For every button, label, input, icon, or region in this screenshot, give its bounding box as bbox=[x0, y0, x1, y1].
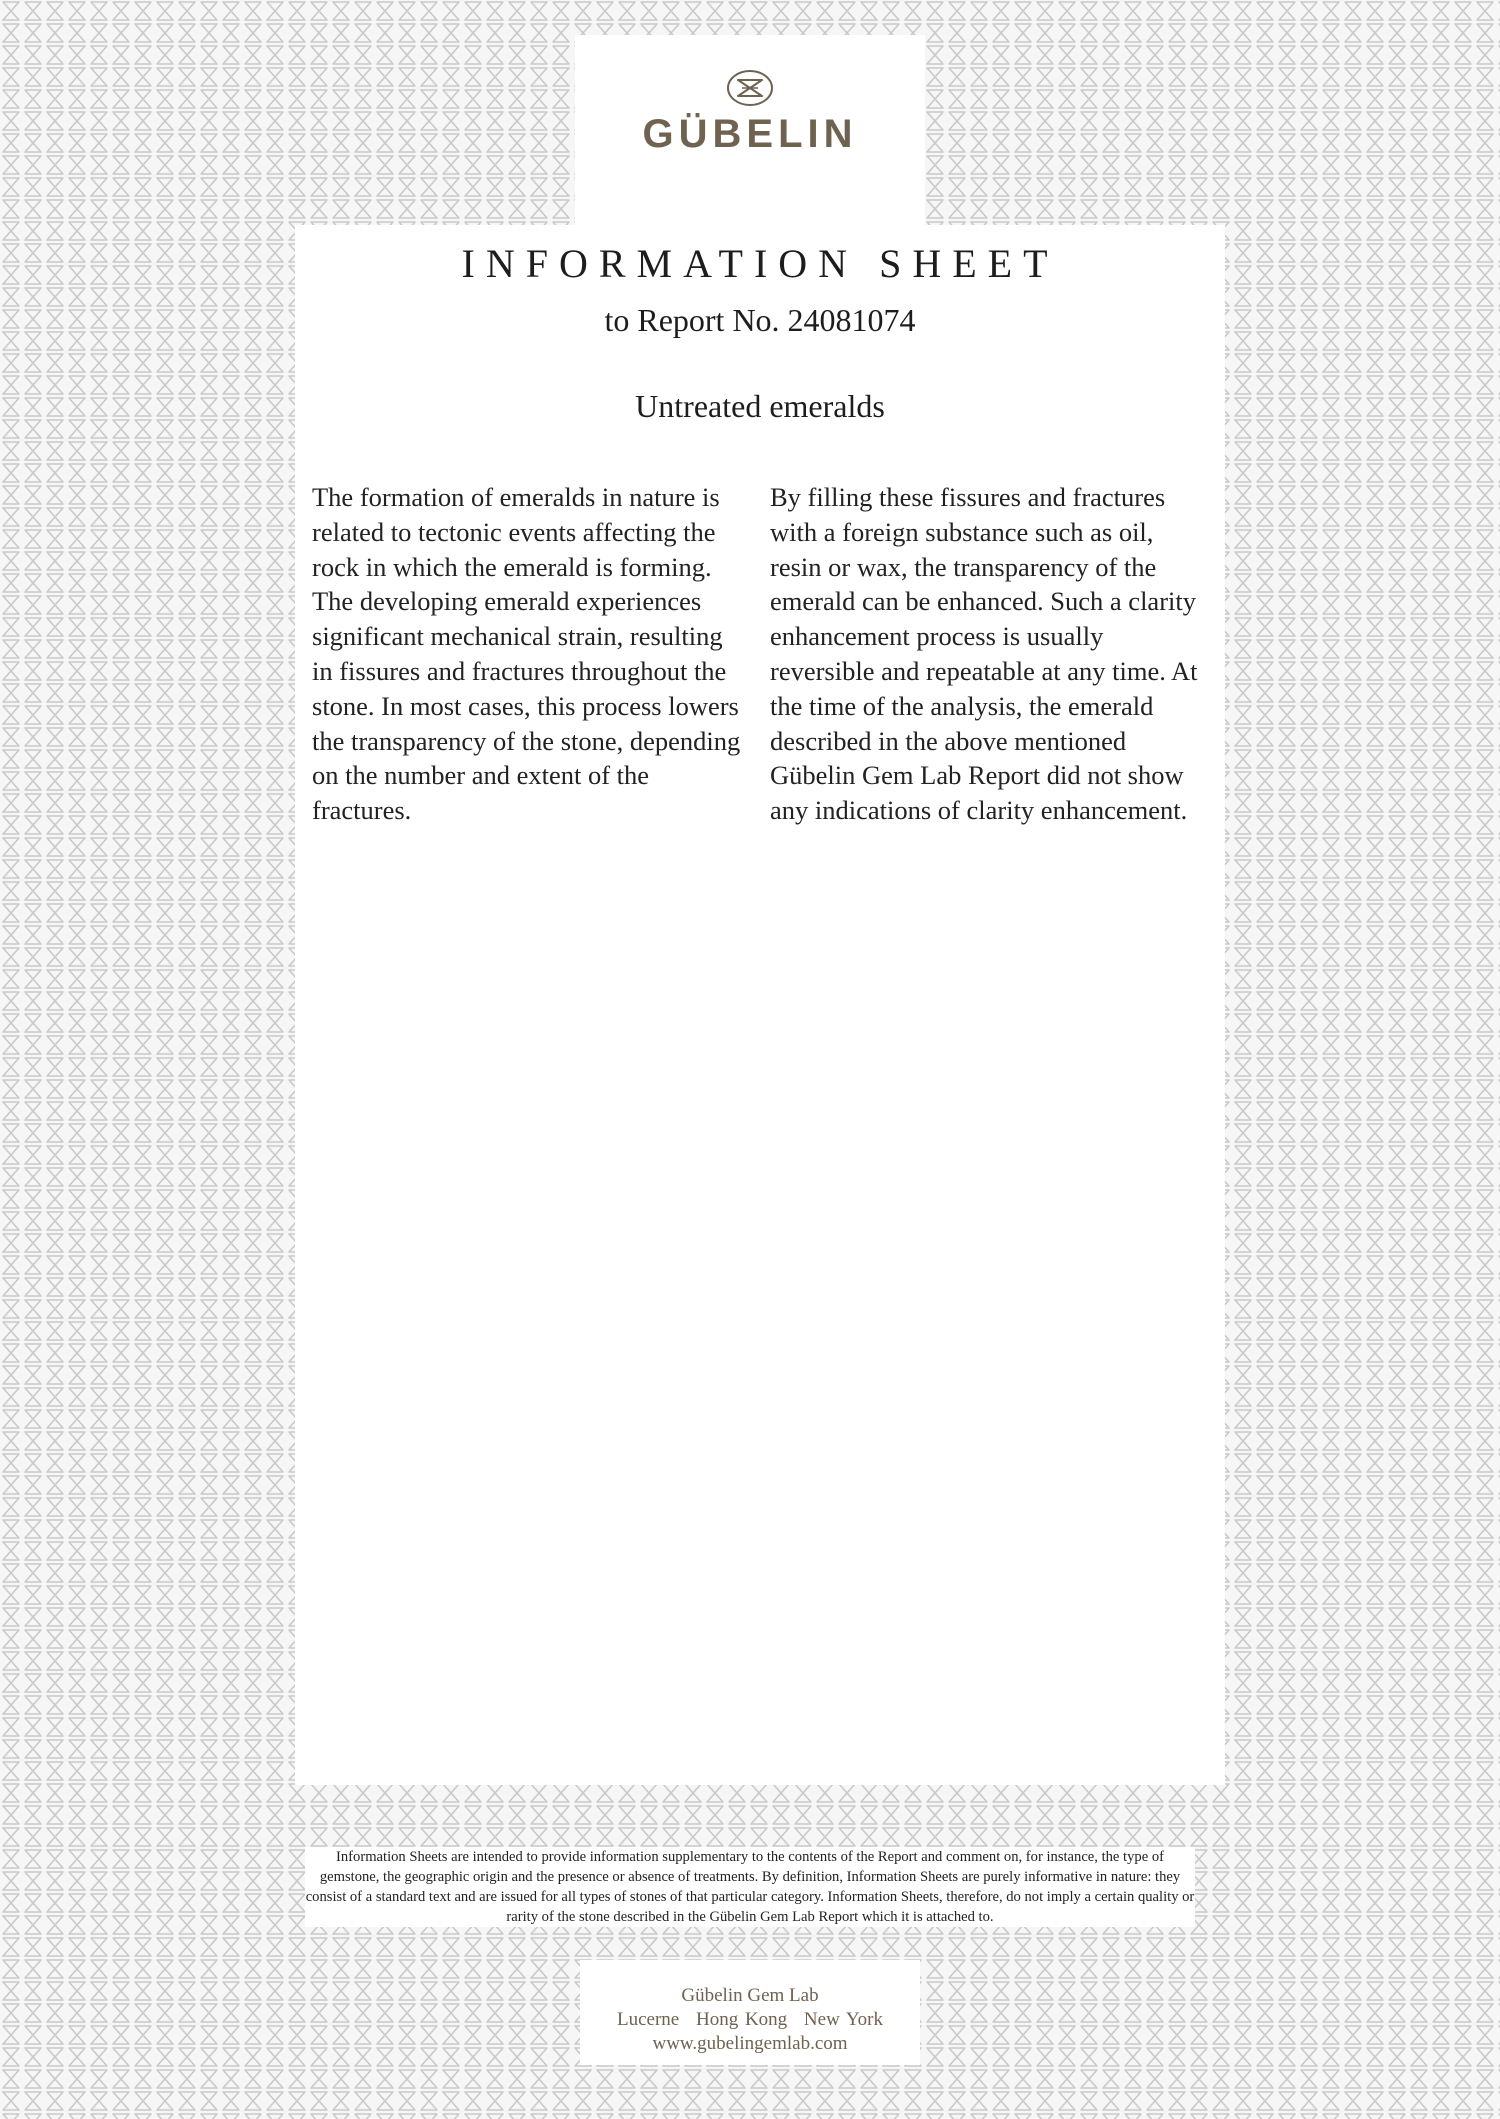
report-number: to Report No. 24081074 bbox=[604, 302, 916, 338]
city-hong-kong: Hong Kong bbox=[695, 2009, 788, 2030]
document-title: INFORMATION SHEET bbox=[461, 241, 1059, 286]
city-lucerne: Lucerne bbox=[616, 2009, 680, 2030]
city-new-york: New York bbox=[803, 2009, 883, 2030]
footer-cities bbox=[580, 2009, 920, 2031]
disclaimer-text: Information Sheets are intended to provide information supplementary to the contents of the Report and comment on, for instance, the type of gemstone, the geographic origin and the presence or absence of treatments. By definition, Information Sheets are purely informative in nature: they consist of a standard text and are issued for all types of stones of that particular category. Information Sheets, therefore, do not imply a certain quality or rarity of the stone described in the Gübelin Gem Lab Report which it is attached to. bbox=[305, 1849, 1195, 1925]
logo-wordmark: GÜBELIN bbox=[642, 112, 858, 156]
brand-logo bbox=[600, 68, 900, 158]
content-panel bbox=[295, 225, 1225, 1785]
paragraph-right: By filling these fissures and fractures with a foreign substance such as oil, resin or wax, the transparency of the emerald can be enhanced. Such a clarity enhancement process is usually reversible and repeatable at any time. At the time of the analysis, the emerald described in the above mentioned Gübelin Gem Lab Report did not show any indications of clarity enhancement. bbox=[770, 482, 1198, 826]
footer-lab-name: Gübelin Gem Lab bbox=[681, 1985, 819, 2006]
footer-website-link[interactable]: www.gubelingemlab.com bbox=[652, 2033, 848, 2054]
section-heading: Untreated emeralds bbox=[635, 388, 885, 424]
paragraph-left: The formation of emeralds in nature is related to tectonic events affecting the rock in which the emerald is forming. The developing emerald experiences significant mechanical strain, resulting in fissures and fractures throughout the stone. In most cases, this process lowers the transparency of the stone, depending on the number and extent of the fractures. bbox=[312, 482, 741, 826]
gubelin-emblem-icon bbox=[725, 68, 775, 108]
